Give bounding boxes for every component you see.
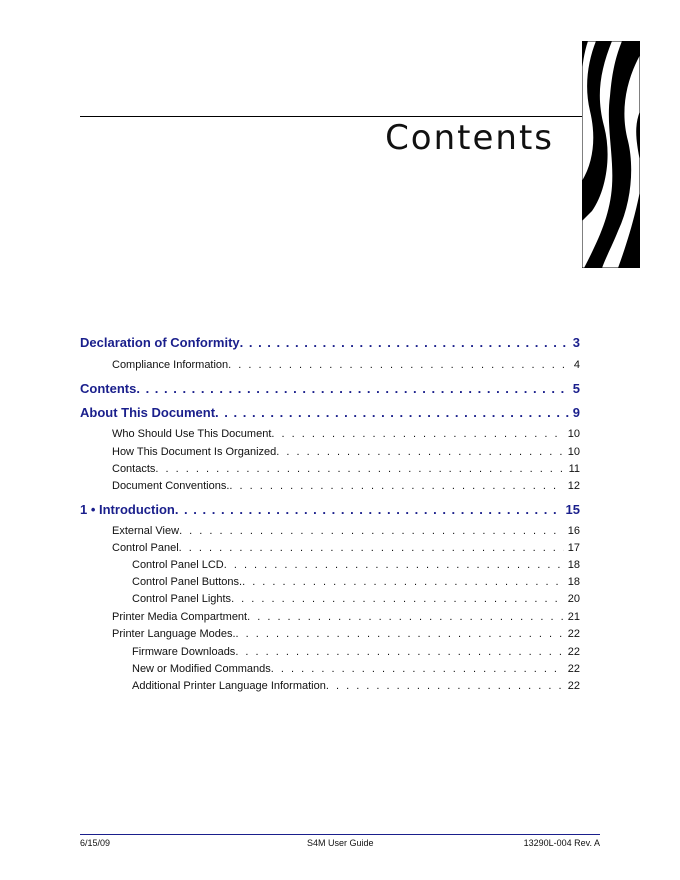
toc-section-entry[interactable] (132, 559, 580, 571)
toc-section-entry[interactable] (132, 576, 580, 588)
toc-entry-label: Printer Media Compartment (112, 611, 248, 623)
toc-section-entry[interactable] (132, 663, 580, 675)
toc-page-number: 22 (567, 646, 580, 658)
toc-dot-leader (231, 593, 564, 605)
toc-page-number: 22 (567, 663, 580, 675)
toc-page-number: 20 (567, 593, 580, 605)
footer-rule (80, 834, 600, 835)
toc-entry-label: Control Panel Buttons. (132, 576, 243, 588)
toc-entry-label: Contents (80, 381, 137, 396)
footer-guide-title: S4M User Guide (307, 838, 374, 848)
toc-section-entry[interactable] (112, 611, 580, 623)
toc-entry-label: Contacts (112, 463, 156, 475)
toc-page-number: 10 (567, 446, 580, 458)
toc-chapter-entry[interactable] (80, 335, 580, 350)
toc-dot-leader (242, 576, 564, 588)
toc-entry-label: Control Panel LCD (132, 559, 224, 571)
toc-page-number: 16 (567, 525, 580, 537)
toc-entry-label: Compliance Information (112, 359, 229, 371)
toc-entry-label: Additional Printer Language Information (132, 680, 326, 692)
toc-page-number: 21 (567, 611, 580, 623)
page-title: Contents (385, 118, 554, 158)
toc-page-number: 3 (572, 335, 580, 350)
toc-entry-label: Document Conventions. (112, 480, 230, 492)
toc-dot-leader (326, 680, 564, 692)
toc-dot-leader (276, 446, 563, 458)
toc-dot-leader (228, 359, 570, 371)
toc-section-entry[interactable] (132, 593, 580, 605)
title-rule (80, 116, 582, 117)
toc-chapter-entry[interactable] (80, 381, 580, 396)
toc-entry-label: 1 • Introduction (80, 502, 175, 517)
toc-dot-leader (271, 428, 563, 440)
toc-section-entry[interactable] (132, 680, 580, 692)
toc-dot-leader (271, 663, 564, 675)
toc-dot-leader (179, 525, 564, 537)
toc-section-entry[interactable] (112, 428, 580, 440)
toc-dot-leader (229, 480, 563, 492)
toc-dot-leader (235, 646, 563, 658)
toc-chapter-entry[interactable] (80, 405, 580, 420)
toc-dot-leader (155, 463, 564, 475)
toc-entry-label: Who Should Use This Document (112, 428, 272, 440)
toc-section-entry[interactable] (112, 446, 580, 458)
toc-dot-leader (236, 628, 564, 640)
toc-entry-label: Declaration of Conformity (80, 335, 240, 350)
toc-entry-label: About This Document (80, 405, 216, 420)
toc-page-number: 15 (565, 502, 580, 517)
toc-section-entry[interactable] (112, 542, 580, 554)
toc-section-entry[interactable] (132, 646, 580, 658)
toc-page-number: 5 (572, 381, 580, 396)
toc-page-number: 11 (568, 463, 580, 475)
toc-page-number: 22 (567, 628, 580, 640)
toc-entry-label: How This Document Is Organized (112, 446, 277, 458)
toc-entry-label: New or Modified Commands (132, 663, 271, 675)
toc-page-number: 18 (567, 559, 580, 571)
toc-section-entry[interactable] (112, 525, 580, 537)
toc-page-number: 12 (567, 480, 580, 492)
toc-entry-label: Control Panel (112, 542, 179, 554)
footer-part-number: 13290L-004 Rev. A (523, 838, 600, 848)
toc-dot-leader (224, 559, 564, 571)
toc-page-number: 9 (572, 405, 580, 420)
toc-page-number: 18 (567, 576, 580, 588)
toc-dot-leader (175, 502, 562, 517)
toc-dot-leader (179, 542, 564, 554)
toc-dot-leader (247, 611, 564, 623)
toc-dot-leader (240, 335, 569, 350)
toc-section-entry[interactable] (112, 463, 580, 475)
toc-dot-leader (136, 381, 568, 396)
toc-page-number: 10 (567, 428, 580, 440)
toc-page-number: 22 (567, 680, 580, 692)
toc-page-number: 4 (573, 359, 580, 371)
toc-entry-label: Control Panel Lights (132, 593, 232, 605)
toc-chapter-entry[interactable] (80, 502, 580, 517)
zebra-stripes-logo (582, 41, 640, 268)
toc-page-number: 17 (567, 542, 580, 554)
footer-date: 6/15/09 (80, 838, 111, 848)
toc-section-entry[interactable] (112, 480, 580, 492)
toc-entry-label: External View (112, 525, 180, 537)
toc-entry-label: Printer Language Modes. (112, 628, 236, 640)
toc-dot-leader (215, 405, 569, 420)
toc-entry-label: Firmware Downloads (132, 646, 236, 658)
toc-section-entry[interactable] (112, 359, 580, 371)
toc-section-entry[interactable] (112, 628, 580, 640)
